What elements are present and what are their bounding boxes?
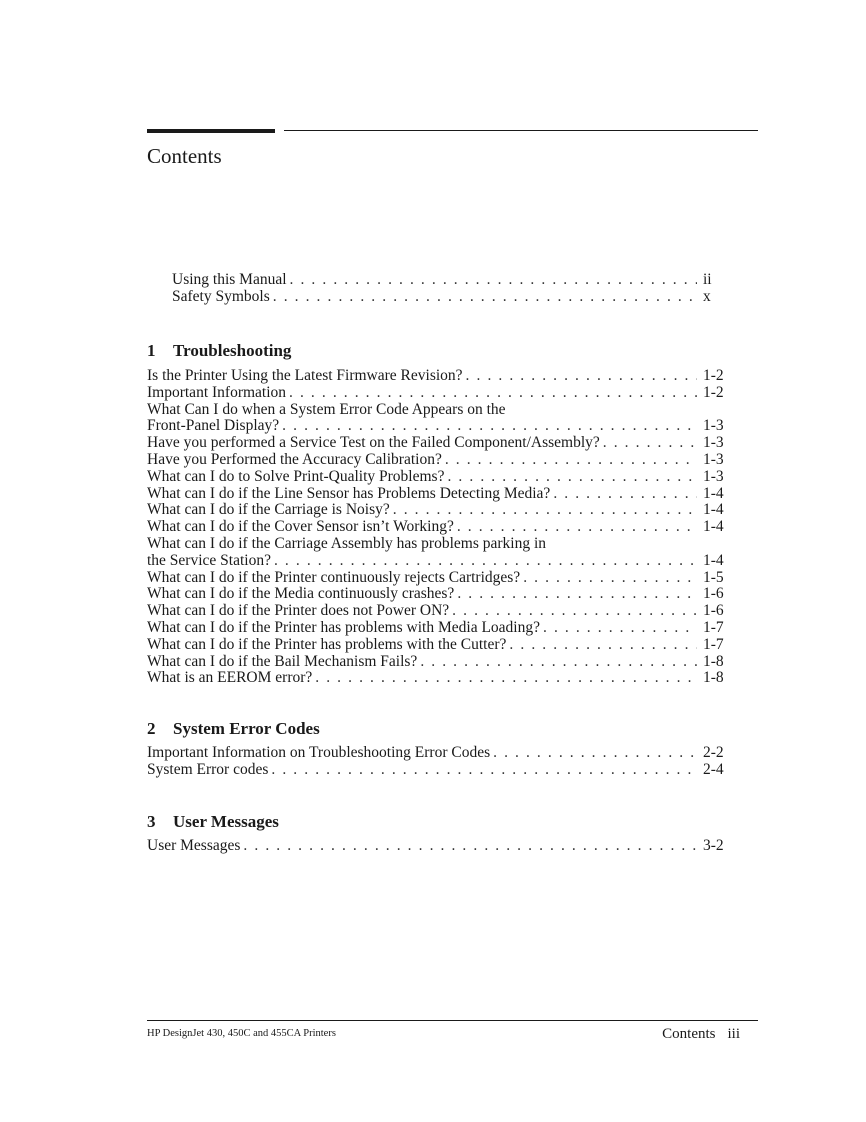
dot-leader xyxy=(273,289,697,306)
dot-leader xyxy=(603,435,697,452)
toc-entry-page: 3-2 xyxy=(703,837,724,854)
toc-entry-page: 1-3 xyxy=(703,467,724,485)
toc-entry-page: 1-7 xyxy=(703,635,724,653)
toc-entry[interactable] xyxy=(147,368,727,385)
dot-leader xyxy=(466,368,697,385)
chapter-3-heading[interactable] xyxy=(147,812,279,832)
toc-entry[interactable] xyxy=(147,385,727,402)
chapter-number: 2 xyxy=(147,719,156,738)
toc-entry[interactable] xyxy=(147,745,727,762)
toc-entry-page: ii xyxy=(703,271,712,288)
toc-entry-title: What can I do if the Printer does not Power ON? xyxy=(147,602,450,620)
toc-entry[interactable] xyxy=(147,637,727,654)
toc-entry-page: 1-3 xyxy=(703,434,724,452)
chapter-number: 3 xyxy=(147,812,156,831)
toc-entry[interactable] xyxy=(147,762,727,779)
dot-leader xyxy=(543,620,697,637)
toc-entry-page: 1-4 xyxy=(703,484,724,502)
toc-entry[interactable] xyxy=(147,586,727,603)
footer-page-label xyxy=(662,1025,740,1043)
toc-entry-using-this-manual[interactable] xyxy=(172,272,727,289)
toc-entry-title: Have you Performed the Accuracy Calibration? xyxy=(147,450,442,468)
header-rule-thin xyxy=(284,130,758,131)
toc-entry-title: Using this Manual xyxy=(172,271,287,288)
toc-entry-page: 1-4 xyxy=(703,518,724,536)
toc-entry-title: Important Information on Troubleshooting Error Codes xyxy=(147,744,491,761)
dot-leader xyxy=(523,570,697,587)
toc-entry-continued[interactable] xyxy=(147,536,727,553)
dot-leader xyxy=(447,469,697,486)
toc-entry[interactable] xyxy=(147,654,727,671)
toc-entry-page: 1-4 xyxy=(703,501,724,519)
toc-entry-title: Safety Symbols xyxy=(172,287,270,305)
toc-entry-page: 1-3 xyxy=(703,450,724,468)
toc-entry-title: the Service Station? xyxy=(147,551,271,569)
toc-entry-title: Front-Panel Display? xyxy=(147,417,280,435)
toc-entry-page: 1-7 xyxy=(703,618,724,636)
header-rule-thick xyxy=(147,129,275,133)
toc-entry-page: x xyxy=(703,287,711,305)
toc-entry[interactable] xyxy=(147,603,727,620)
dot-leader xyxy=(393,502,697,519)
toc-entry-title: What Can I do when a System Error Code Appears on the xyxy=(147,400,506,418)
chapter-1-heading[interactable] xyxy=(147,341,291,361)
toc-entry[interactable] xyxy=(147,469,727,486)
chapter-2-entries xyxy=(147,745,727,779)
toc-entry-title: What can I do if the Bail Mechanism Fails? xyxy=(147,652,418,670)
footer-section: Contents xyxy=(662,1026,716,1042)
footer-rule xyxy=(147,1020,758,1021)
toc-entry-title: System Error codes xyxy=(147,760,269,778)
toc-entry-safety-symbols[interactable] xyxy=(172,289,727,306)
toc-entry-title: Is the Printer Using the Latest Firmware Revision? xyxy=(147,367,463,384)
dot-leader xyxy=(289,385,697,402)
toc-entry-title: What is an EEROM error? xyxy=(147,669,313,687)
toc-entry-continued[interactable] xyxy=(147,402,727,419)
chapter-title: Troubleshooting xyxy=(173,341,292,360)
dot-leader xyxy=(271,762,697,779)
footer-page-number: iii xyxy=(727,1026,740,1042)
toc-entry-title: What can I do if the Line Sensor has Problems Detecting Media? xyxy=(147,484,551,502)
dot-leader xyxy=(493,745,697,762)
dot-leader xyxy=(315,670,697,687)
toc-entry-page: 1-2 xyxy=(703,367,724,384)
toc-entry-page: 2-4 xyxy=(703,760,724,778)
toc-entry-title: What can I do if the Printer has problems with the Cutter? xyxy=(147,635,507,653)
dot-leader xyxy=(457,586,697,603)
dot-leader xyxy=(452,603,697,620)
toc-entry-title: Have you performed a Service Test on the Failed Component/Assembly? xyxy=(147,434,600,452)
dot-leader xyxy=(290,272,697,289)
toc-entry[interactable] xyxy=(147,670,727,687)
toc-entry[interactable] xyxy=(147,452,727,469)
toc-entry[interactable] xyxy=(147,620,727,637)
toc-entry-page: 1-8 xyxy=(703,652,724,670)
toc-entry-title: Important Information xyxy=(147,383,287,401)
toc-entry[interactable] xyxy=(147,486,727,503)
footer-product-name: HP DesignJet 430, 450C and 455CA Printers xyxy=(147,1028,336,1039)
toc-entry[interactable] xyxy=(147,553,727,570)
page-title: Contents xyxy=(147,144,222,168)
toc-entry-title: What can I do if the Printer has problems with Media Loading? xyxy=(147,618,540,636)
toc-entry-page: 1-3 xyxy=(703,417,724,435)
chapter-number: 1 xyxy=(147,341,156,360)
toc-entry[interactable] xyxy=(147,435,727,452)
dot-leader xyxy=(445,452,697,469)
toc-entry-page: 1-5 xyxy=(703,568,724,586)
toc-entry-title: What can I do to Solve Print-Quality Problems? xyxy=(147,467,445,485)
toc-entry-page: 1-4 xyxy=(703,551,724,569)
chapter-3-entries xyxy=(147,838,727,855)
dot-leader xyxy=(282,418,697,435)
dot-leader xyxy=(274,553,697,570)
dot-leader xyxy=(553,486,697,503)
toc-entry[interactable] xyxy=(147,570,727,587)
toc-entry-title: What can I do if the Cover Sensor isn’t Working? xyxy=(147,518,454,536)
front-matter-list xyxy=(172,272,727,306)
toc-entry-page: 1-6 xyxy=(703,602,724,620)
dot-leader xyxy=(420,654,697,671)
chapter-1-entries xyxy=(147,368,727,687)
toc-entry-page: 1-8 xyxy=(703,669,724,687)
toc-entry-title: User Messages xyxy=(147,837,241,854)
toc-entry-title: What can I do if the Carriage Assembly has problems parking in xyxy=(147,534,547,552)
dot-leader xyxy=(457,519,697,536)
toc-entry[interactable] xyxy=(147,502,727,519)
toc-entry-title: What can I do if the Carriage is Noisy? xyxy=(147,501,390,519)
dot-leader xyxy=(243,838,697,855)
toc-entry-page: 1-2 xyxy=(703,383,724,401)
toc-entry[interactable] xyxy=(147,418,727,435)
chapter-title: User Messages xyxy=(173,812,279,831)
toc-entry-title: What can I do if the Printer continuously rejects Cartridges? xyxy=(147,568,521,586)
toc-entry-page: 2-2 xyxy=(703,744,724,761)
chapter-2-heading[interactable] xyxy=(147,719,320,739)
dot-leader xyxy=(509,637,697,654)
toc-entry-page: 1-6 xyxy=(703,585,724,603)
toc-entry[interactable] xyxy=(147,519,727,536)
toc-entry[interactable] xyxy=(147,838,727,855)
toc-entry-title: What can I do if the Media continuously crashes? xyxy=(147,585,455,603)
chapter-title: System Error Codes xyxy=(173,719,320,738)
